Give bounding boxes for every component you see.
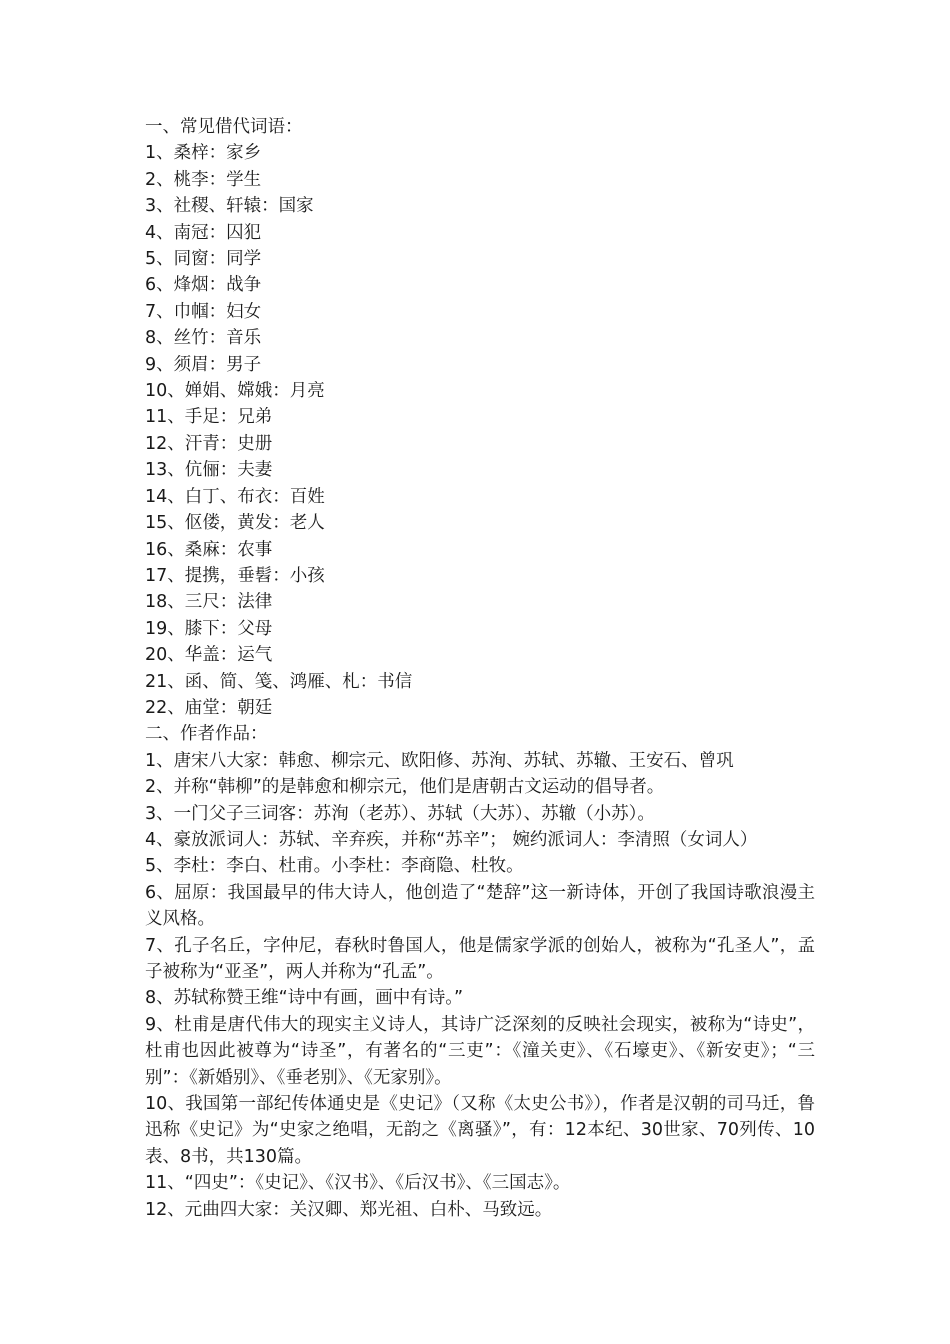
list-item: 18、三尺：法律 — [145, 592, 273, 613]
list-item: 5、李杜：李白、杜甫。小李杜：李商隐、杜牧。 — [145, 856, 524, 877]
list-item: 8、苏轼称赞王维“诗中有画，画中有诗。” — [145, 988, 464, 1009]
list-item: 17、提携，垂髫：小孩 — [145, 565, 325, 586]
list-item: 12、汗青：史册 — [145, 433, 273, 454]
list-item: 10、我国第一部纪传体通史是《史记》（又称《太史公书》），作者是汉朝的司马迁，鲁迅称《史记》为“史家之绝唱，无韵之《离骚》”，有：12本纪、30世家、70列传、10表、8书，共130篇。 — [145, 1094, 815, 1167]
list-item: 15、伛偻，黄发：老人 — [145, 513, 325, 534]
list-item: 6、屈原：我国最早的伟大诗人，他创造了“楚辞”这一新诗体，开创了我国诗歌浪漫主义风格。 — [145, 882, 815, 930]
list-item: 21、函、简、笺、鸿雁、札：书信 — [145, 671, 413, 692]
list-item: 7、孔子名丘，字仲尼，春秋时鲁国人，他是儒家学派的创始人，被称为“孔圣人”，孟子被称为“亚圣”，两人并称为“孔孟”。 — [145, 935, 815, 982]
list-item: 8、丝竹：音乐 — [145, 328, 262, 349]
list-item: 22、庙堂：朝廷 — [145, 697, 273, 718]
list-item: 11、手足：兄弟 — [145, 407, 273, 428]
list-item: 2、桃李：学生 — [145, 169, 262, 190]
list-item: 5、同窗：同学 — [145, 249, 262, 270]
list-item: 6、烽烟：战争 — [145, 275, 262, 296]
list-item: 9、杜甫是唐代伟大的现实主义诗人，其诗广泛深刻的反映社会现实，被称为“诗史”，杜甫也因此被尊为“诗圣”，有著名的“三吏”：《潼关吏》、《石壕吏》、《新安吏》；“三别”：《新婚别》、《垂老别》、《无家别》。 — [145, 1014, 815, 1088]
section-heading-2: 二、作者作品： — [145, 724, 268, 745]
list-item: 10、婵娟、嫦娥：月亮 — [145, 381, 325, 402]
section-heading-1: 一、常见借代词语： — [145, 117, 303, 137]
list-item: 2、并称“韩柳”的是韩愈和柳宗元，他们是唐朝古文运动的倡导者。 — [145, 777, 665, 798]
list-item: 12、元曲四大家：关汉卿、郑光祖、白朴、马致远。 — [145, 1199, 553, 1220]
list-item: 1、唐宋八大家：韩愈、柳宗元、欧阳修、苏洵、苏轼、苏辙、王安石、曾巩 — [145, 750, 734, 771]
list-item: 4、南冠：囚犯 — [145, 222, 262, 243]
list-item: 3、一门父子三词客：苏洵（老苏）、苏轼（大苏）、苏辙（小苏）。 — [145, 803, 655, 824]
list-item: 16、桑麻：农事 — [145, 539, 273, 560]
list-item: 20、华盖：运气 — [145, 645, 273, 666]
list-item: 11、“四史”：《史记》、《汉书》、《后汉书》、《三国志》。 — [145, 1173, 571, 1194]
list-item: 4、豪放派词人：苏轼、辛弃疾，并称“苏辛”； 婉约派词人：李清照（女词人） — [145, 829, 758, 850]
list-item: 13、伉俪：夫妻 — [145, 460, 273, 481]
list-item: 14、白丁、布衣：百姓 — [145, 486, 325, 507]
list-item: 9、须眉：男子 — [145, 354, 262, 375]
list-item: 1、桑梓：家乡 — [145, 143, 262, 164]
list-item: 19、膝下：父母 — [145, 618, 273, 639]
list-item: 7、巾帼：妇女 — [145, 301, 262, 322]
list-item: 3、社稷、轩辕：国家 — [145, 196, 314, 217]
document-page — [145, 114, 815, 1223]
